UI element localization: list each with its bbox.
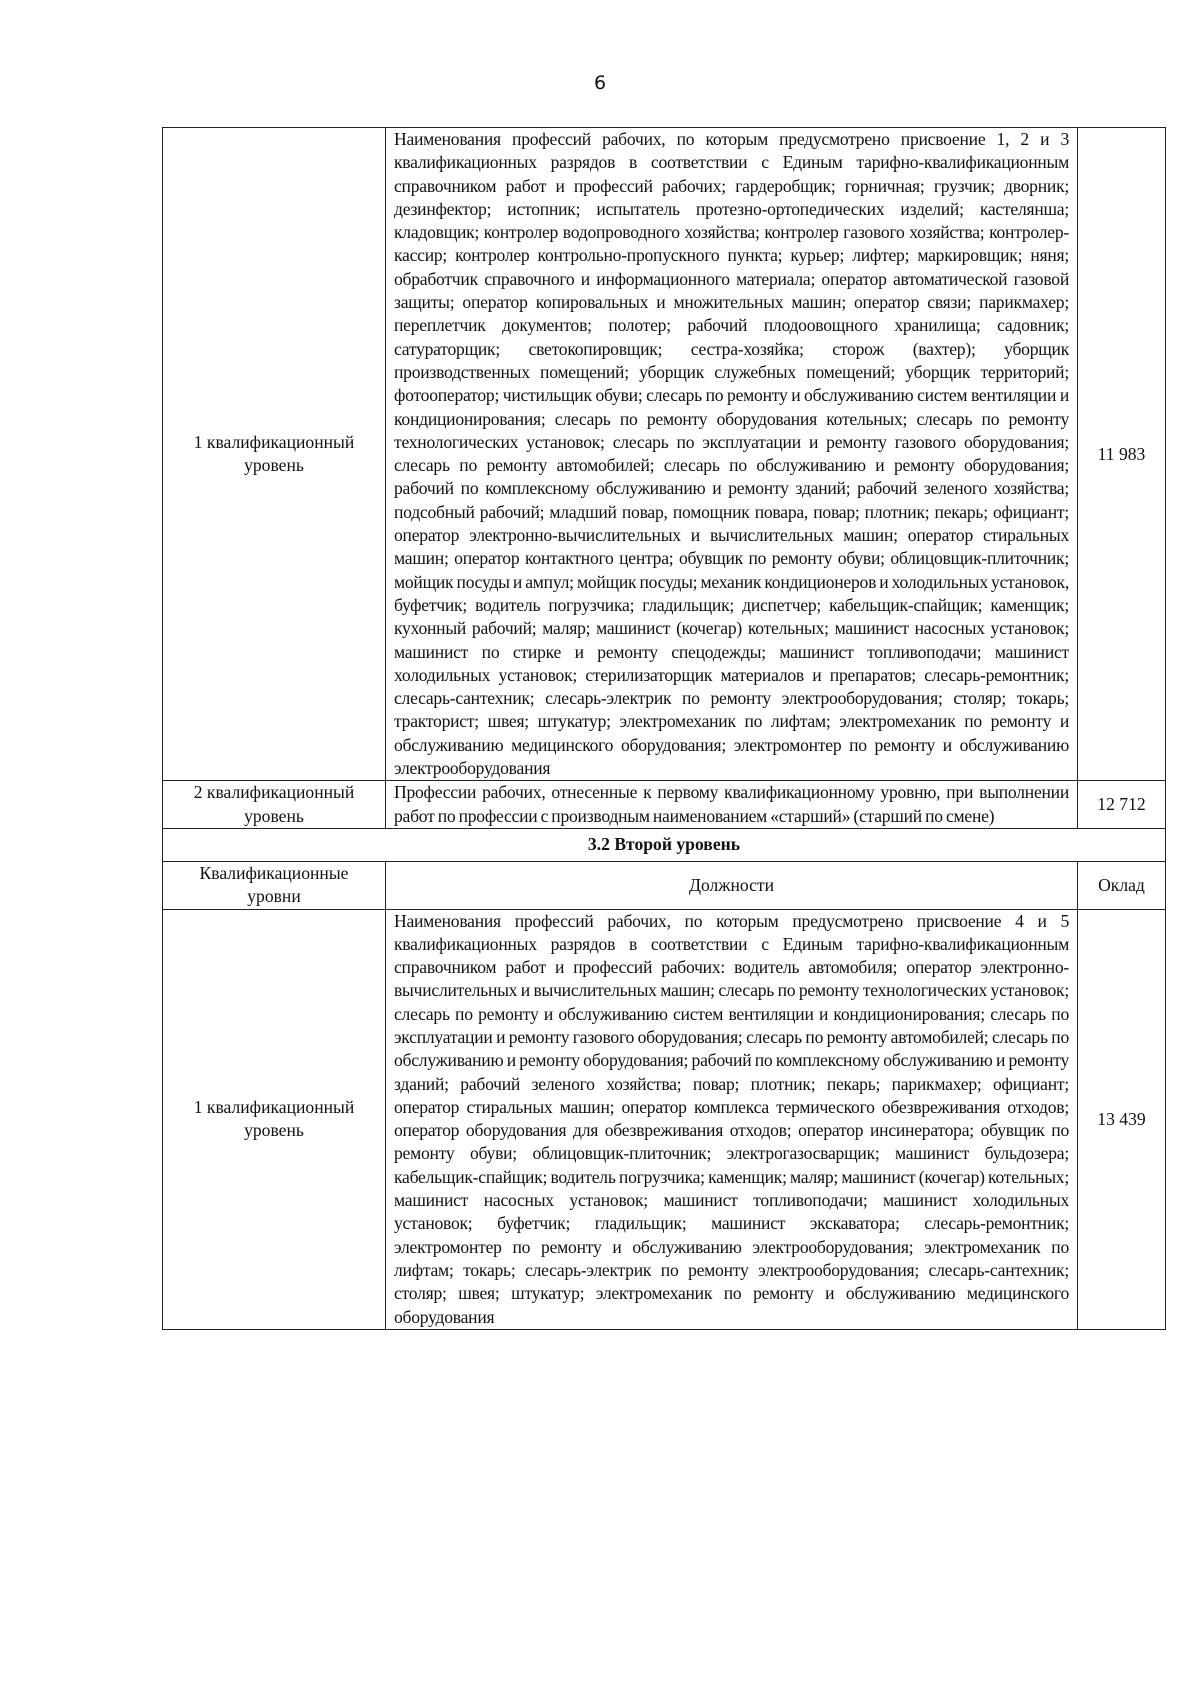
- table-row: [163, 781, 1166, 829]
- qualification-level-cell: 1 квалификационный уровень: [163, 909, 386, 1329]
- header-salary: Оклад: [1078, 861, 1166, 909]
- positions-cell: Наименования профессий рабочих, по которым предусмотрено присвоение 4 и 5 квалификационных разрядов в соответствии с Единым тарифно-квалификационным справочником работ и профессий рабочих: водитель автомобиля; оператор электронно-вычислительных и вычислительных машин; слесарь по ремонту технологических установок; слесарь по ремонту и обслуживанию систем вентиляции и кондиционирования; слесарь по эксплуатации и ремонту газового оборудования; слесарь по ремонту автомобилей; слесарь по обслуживанию и ремонту оборудования; рабочий по комплексному обслуживанию и ремонту зданий; рабочий зеленого хозяйства; повар; плотник; пекарь; парикмахер; официант; оператор стиральных машин; оператор комплекса термического обезвреживания отходов; оператор оборудования для обезвреживания отходов; оператор инсинератора; обувщик по ремонту обуви; облицовщик-плиточник; электрогазосварщик; машинист бульдозера; кабельщик-спайщик; водитель погрузчика; каменщик; маляр; машинист (кочегар) котельных; машинист насосных установок; машинист топливоподачи; машинист холодильных установок; буфетчик; гладильщик; машинист экскаватора; слесарь-ремонтник; электромонтер по ремонту и обслуживанию электрооборудования; электромеханик по лифтам; токарь; слесарь-электрик по ремонту электрооборудования; слесарь-сантехник; столяр; швея; штукатур; электромеханик по ремонту и обслуживанию медицинского оборудования: [386, 909, 1078, 1329]
- positions-cell: Наименования профессий рабочих, по которым предусмотрено присвоение 1, 2 и 3 квалификационных разрядов в соответствии с Единым тарифно-квалификационным справочником работ и профессий рабочих; гардеробщик; горничная; грузчик; дворник; дезинфектор; истопник; испытатель протезно-ортопедических изделий; кастелянша; кладовщик; контролер водопроводного хозяйства; контролер газового хозяйства; контролер-кассир; контролер контрольно-пропускного пункта; курьер; лифтер; маркировщик; няня; обработчик справочного и информационного материала; оператор автоматической газовой защиты; оператор копировальных и множительных машин; оператор связи; парикмахер; переплетчик документов; полотер; рабочий плодоовощного хранилища; садовник; сатураторщик; светокопировщик; сестра-хозяйка; сторож (вахтер); уборщик производственных помещений; уборщик служебных помещений; уборщик территорий; фотооператор; чистильщик обуви; слесарь по ремонту и обслуживанию систем вентиляции и кондиционирования; слесарь по ремонту оборудования котельных; слесарь по ремонту технологических установок; слесарь по эксплуатации и ремонту газового оборудования; слесарь по ремонту автомобилей; слесарь по обслуживанию и ремонту оборудования; рабочий по комплексному обслуживанию и ремонту зданий; рабочий зеленого хозяйства; подсобный рабочий; младший повар, помощник повара, повар; плотник; пекарь; официант; оператор электронно-вычислительных и вычислительных машин; оператор стиральных машин; оператор контактного центра; обувщик по ремонту обуви; облицовщик-плиточник; мойщик посуды и ампул; мойщик посуды; механик кондиционеров и холодильных установок, буфетчик; водитель погрузчика; гладильщик; диспетчер; кабельщик-спайщик; каменщик; кухонный рабочий; маляр; машинист (кочегар) котельных; машинист насосных установок; машинист по стирке и ремонту спецодежды; машинист топливоподачи; машинист холодильных установок; стерилизаторщик материалов и препаратов; слесарь-ремонтник; слесарь-сантехник; слесарь-электрик по ремонту электрооборудования; столяр; токарь; тракторист; швея; штукатур; электромеханик по лифтам; электромеханик по ремонту и обслуживанию медицинского оборудования; электромонтер по ремонту и обслуживанию электрооборудования: [386, 128, 1078, 781]
- qualification-level-cell: 2 квалификационный уровень: [163, 781, 386, 829]
- table-row: [163, 128, 1166, 781]
- salary-cell: 11 983: [1078, 128, 1166, 781]
- header-row: [163, 861, 1166, 909]
- salary-cell: 13 439: [1078, 909, 1166, 1329]
- header-positions: Должности: [386, 861, 1078, 909]
- positions-cell: Профессии рабочих, отнесенные к первому квалификационному уровню, при выполнении работ по профессии с производным наименованием «старший» (старший по смене): [386, 781, 1078, 829]
- salary-cell: 12 712: [1078, 781, 1166, 829]
- section-row: [163, 828, 1166, 861]
- table-row: [163, 909, 1166, 1329]
- section-title: 3.2 Второй уровень: [163, 828, 1166, 861]
- qualification-level-cell: 1 квалификационный уровень: [163, 128, 386, 781]
- page-number: 6: [593, 72, 607, 94]
- salary-table: [162, 127, 1166, 1330]
- header-level: Квалификационные уровни: [163, 861, 386, 909]
